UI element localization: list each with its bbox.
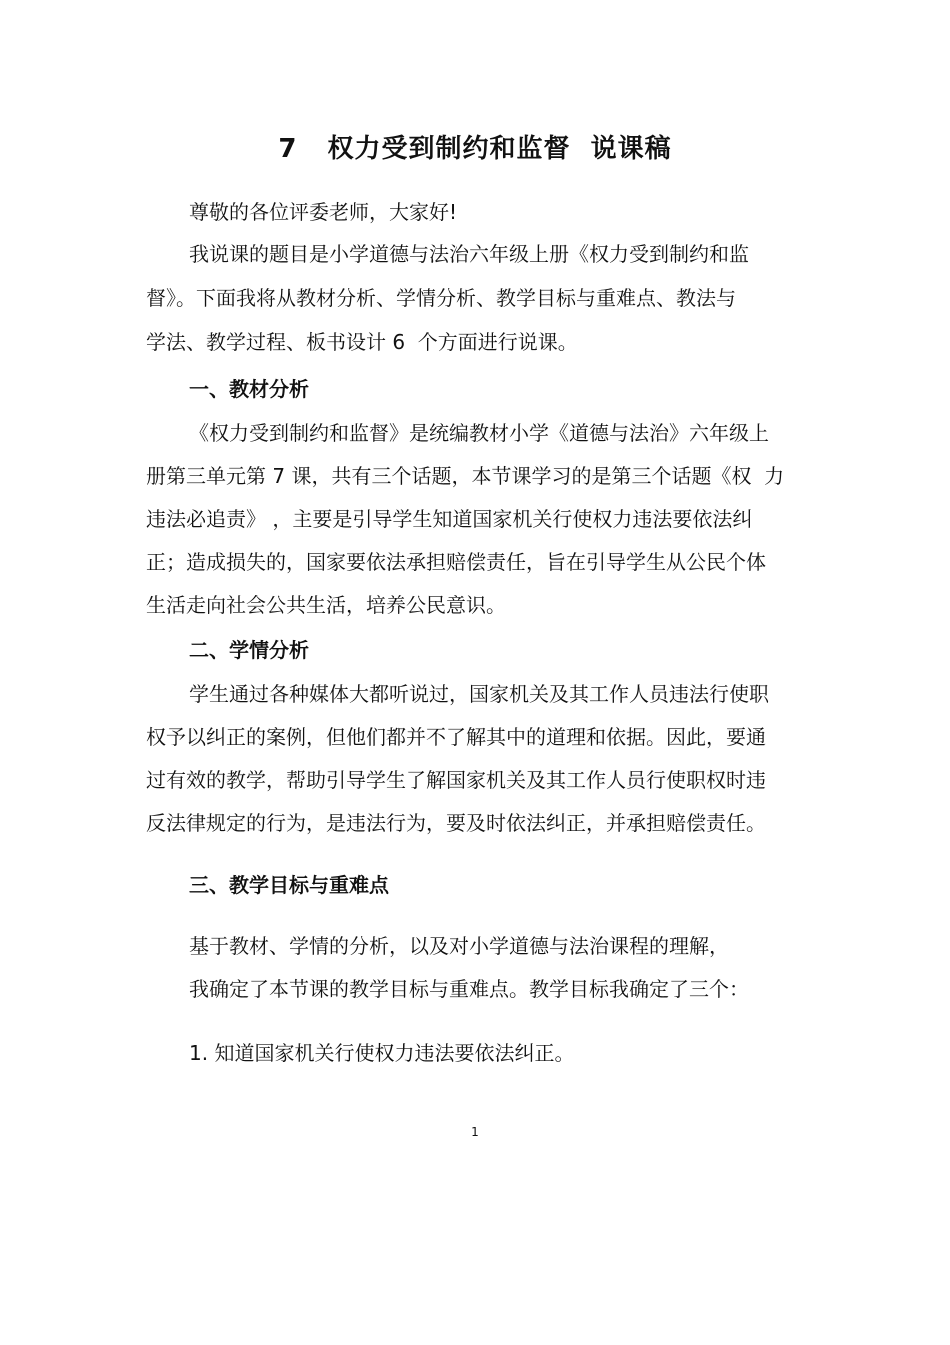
section1-line-5: 生活走向社会公共生活，培养公民意识。 [146,593,506,617]
section1-line-2: 册第三单元第 7 课，共有三个话题，本节课学习的是第三个话题《权 力 [146,464,785,488]
greeting: 尊敬的各位评委老师，大家好! [189,200,458,224]
intro-line-3: 学法、教学过程、板书设计 6 个方面进行说课。 [146,330,578,354]
section1-line-3: 违法必追责》 ，主要是引导学生知道国家机关行使权力违法要依法纠 [146,507,753,531]
section2-line-3: 过有效的教学，帮助引导学生了解国家机关及其工作人员行使职权时违 [146,768,766,792]
section3-line-1: 基于教材、学情的分析，以及对小学道德与法治课程的理解， [189,934,729,958]
page-number: 1 [471,1125,479,1139]
section1-line-4: 正；造成损失的，国家要依法承担赔偿责任，旨在引导学生从公民个体 [146,550,766,574]
section3-item-1: 1. 知道国家机关行使权力违法要依法纠正。 [189,1041,575,1065]
section1-heading: 一、教材分析 [189,377,309,401]
section2-line-2: 权予以纠正的案例，但他们都并不了解其中的道理和依据。因此，要通 [146,725,766,749]
intro-line-1: 我说课的题目是小学道德与法治六年级上册《权力受到制约和监 [189,242,749,266]
intro-line-2: 督》。下面我将从教材分析、学情分析、教学目标与重难点、教法与 [146,286,736,310]
section1-line-1: 《权力受到制约和监督》是统编教材小学《道德与法治》六年级上 [189,421,769,445]
section3-heading: 三、教学目标与重难点 [189,873,389,897]
section2-line-4: 反法律规定的行为，是违法行为，要及时依法纠正，并承担赔偿责任。 [146,811,766,835]
document-title: 7 权力受到制约和监督 说课稿 [278,134,672,164]
section2-line-1: 学生通过各种媒体大都听说过，国家机关及其工作人员违法行使职 [189,682,769,706]
section2-heading: 二、学情分析 [189,638,309,662]
section3-line-2: 我确定了本节课的教学目标与重难点。教学目标我确定了三个： [189,977,749,1001]
